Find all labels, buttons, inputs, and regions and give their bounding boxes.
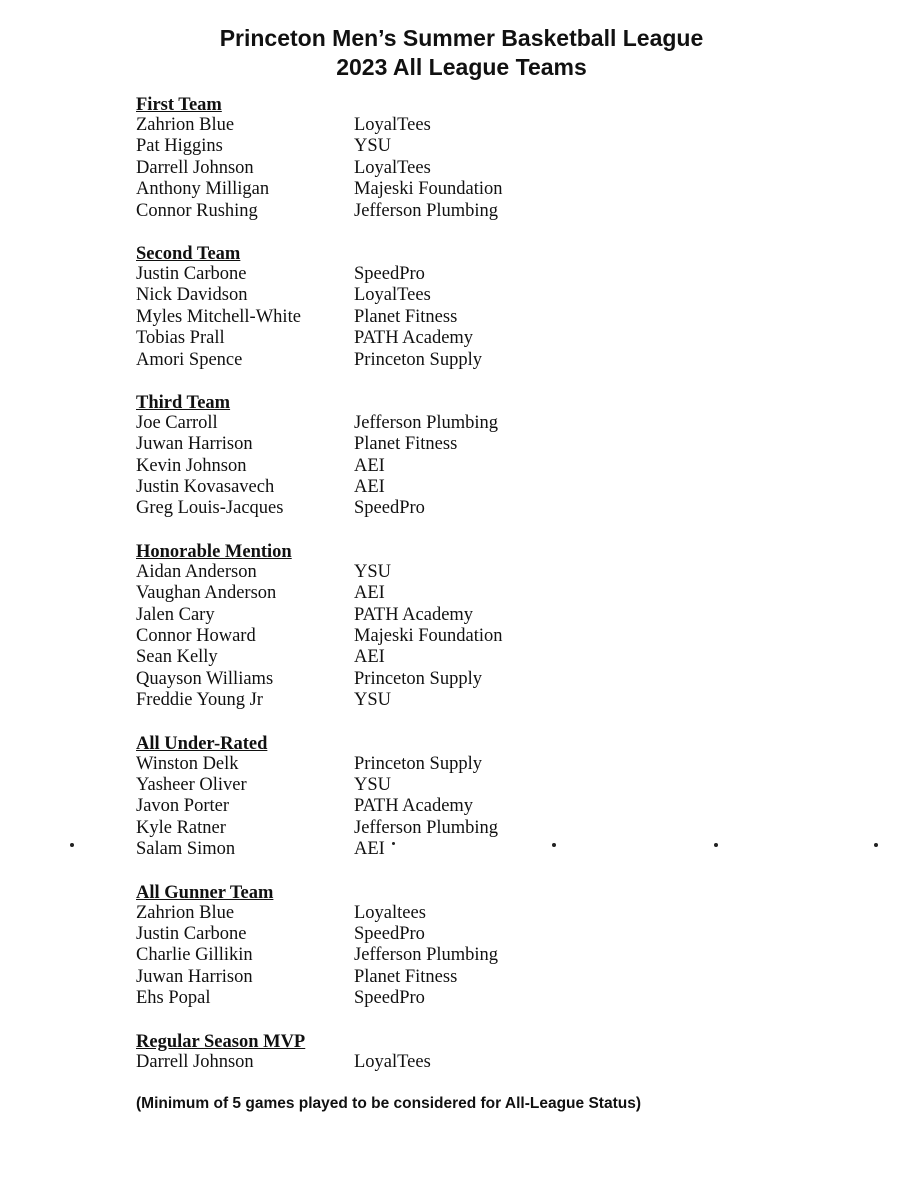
list-item <box>136 669 776 690</box>
section-title: Honorable Mention <box>136 541 292 562</box>
list-item <box>136 775 776 796</box>
list-item <box>136 434 776 455</box>
player-name: Justin Carbone <box>136 923 247 944</box>
player-name: Sean Kelly <box>136 647 218 668</box>
player-name: Winston Delk <box>136 753 239 774</box>
player-name: Aidan Anderson <box>136 561 257 582</box>
list-item <box>136 498 776 519</box>
team-name: Planet Fitness <box>354 434 458 455</box>
list-item <box>136 179 776 200</box>
scan-speck <box>70 843 74 847</box>
team-name: PATH Academy <box>354 328 474 349</box>
team-name: SpeedPro <box>354 263 425 284</box>
player-name: Connor Rushing <box>136 200 258 221</box>
player-name: Justin Carbone <box>136 263 247 284</box>
player-name: Joe Carroll <box>136 412 218 433</box>
list-item <box>136 201 776 222</box>
player-name: Kyle Ratner <box>136 817 226 838</box>
list-item <box>136 945 776 966</box>
player-name: Nick Davidson <box>136 285 248 306</box>
list-item <box>136 264 776 285</box>
team-name: LoyalTees <box>354 157 431 178</box>
player-name: Darrell Johnson <box>136 157 254 178</box>
player-name: Amori Spence <box>136 349 243 370</box>
team-name: Majeski Foundation <box>354 179 503 200</box>
list-item <box>136 158 776 179</box>
player-name: Juwan Harrison <box>136 966 253 987</box>
player-name: Ehs Popal <box>136 988 211 1009</box>
player-name: Vaughan Anderson <box>136 583 277 604</box>
player-name: Kevin Johnson <box>136 455 247 476</box>
team-name: PATH Academy <box>354 604 474 625</box>
list-item <box>136 988 776 1009</box>
list-item <box>136 136 776 157</box>
section-title: All Under-Rated <box>136 733 268 754</box>
section-title: Second Team <box>136 243 241 264</box>
player-name: Zahrion Blue <box>136 902 235 923</box>
team-name: Planet Fitness <box>354 306 458 327</box>
team-name: Jefferson Plumbing <box>354 945 499 966</box>
section-all-gunner-team <box>136 882 776 1010</box>
team-name: LoyalTees <box>354 1051 431 1072</box>
list-item <box>136 647 776 668</box>
list-item <box>136 328 776 349</box>
section-second-team <box>136 243 776 371</box>
player-name: Tobias Prall <box>136 328 225 349</box>
team-name: Planet Fitness <box>354 966 458 987</box>
team-name: AEI <box>354 647 385 668</box>
eligibility-note: (Minimum of 5 games played to be considered for All-League Status) <box>136 1095 641 1112</box>
team-name: YSU <box>354 690 392 711</box>
player-name: Connor Howard <box>136 626 256 647</box>
team-name: SpeedPro <box>354 498 425 519</box>
player-name: Salam Simon <box>136 839 236 860</box>
team-name: AEI <box>354 583 385 604</box>
page-subtitle: 2023 All League Teams <box>336 54 587 80</box>
list-item <box>136 605 776 626</box>
all-league-teams-list <box>136 94 776 1094</box>
scan-speck <box>552 843 556 847</box>
player-name: Javon Porter <box>136 796 229 817</box>
scan-speck <box>714 843 718 847</box>
player-name: Yasheer Oliver <box>136 774 247 795</box>
player-name: Charlie Gillikin <box>136 945 253 966</box>
team-name: SpeedPro <box>354 923 425 944</box>
team-name: Princeton Supply <box>354 753 482 774</box>
list-item <box>136 456 776 477</box>
list-item <box>136 903 776 924</box>
player-name: Jalen Cary <box>136 604 215 625</box>
team-name: Majeski Foundation <box>354 626 503 647</box>
team-name: Princeton Supply <box>354 349 482 370</box>
section-title: First Team <box>136 95 222 115</box>
team-name: LoyalTees <box>354 285 431 306</box>
list-item <box>136 115 776 136</box>
list-item <box>136 477 776 498</box>
list-item <box>136 285 776 306</box>
section-title: All Gunner Team <box>136 882 274 903</box>
player-name: Zahrion Blue <box>136 115 235 135</box>
player-name: Justin Kovasavech <box>136 477 275 498</box>
player-name: Darrell Johnson <box>136 1051 254 1072</box>
team-name: LoyalTees <box>354 115 431 135</box>
player-name: Pat Higgins <box>136 136 223 157</box>
team-name: Jefferson Plumbing <box>354 817 499 838</box>
list-item <box>136 307 776 328</box>
list-item <box>136 924 776 945</box>
team-name: AEI <box>354 839 385 860</box>
section-first-team <box>136 94 776 222</box>
list-item <box>136 626 776 647</box>
list-item <box>136 818 776 839</box>
section-regular-season-mvp <box>136 1031 776 1073</box>
player-name: Quayson Williams <box>136 668 274 689</box>
team-name: AEI <box>354 477 385 498</box>
list-item <box>136 1052 776 1073</box>
team-name: Jefferson Plumbing <box>354 412 499 433</box>
list-item <box>136 967 776 988</box>
section-all-under-rated <box>136 733 776 861</box>
team-name: Loyaltees <box>354 902 426 923</box>
team-name: PATH Academy <box>354 796 474 817</box>
player-name: Greg Louis-Jacques <box>136 498 284 519</box>
list-item <box>136 839 776 860</box>
section-honorable-mention <box>136 541 776 712</box>
list-item <box>136 583 776 604</box>
team-name: YSU <box>354 774 392 795</box>
list-item <box>136 690 776 711</box>
team-name: YSU <box>354 561 392 582</box>
section-title: Third Team <box>136 392 231 413</box>
list-item <box>136 754 776 775</box>
team-name: Jefferson Plumbing <box>354 200 499 221</box>
list-item <box>136 350 776 371</box>
player-name: Myles Mitchell-White <box>136 306 301 327</box>
player-name: Juwan Harrison <box>136 434 253 455</box>
team-name: YSU <box>354 136 392 157</box>
player-name: Freddie Young Jr <box>136 690 263 711</box>
player-name: Anthony Milligan <box>136 179 270 200</box>
team-name: SpeedPro <box>354 988 425 1009</box>
section-title: Regular Season MVP <box>136 1031 306 1052</box>
team-name: Princeton Supply <box>354 668 482 689</box>
list-item <box>136 796 776 817</box>
page-title: Princeton Men’s Summer Basketball League <box>219 25 704 51</box>
section-third-team <box>136 392 776 520</box>
scan-speck <box>392 842 395 845</box>
list-item <box>136 562 776 583</box>
scan-speck <box>874 843 878 847</box>
list-item <box>136 413 776 434</box>
team-name: AEI <box>354 455 385 476</box>
